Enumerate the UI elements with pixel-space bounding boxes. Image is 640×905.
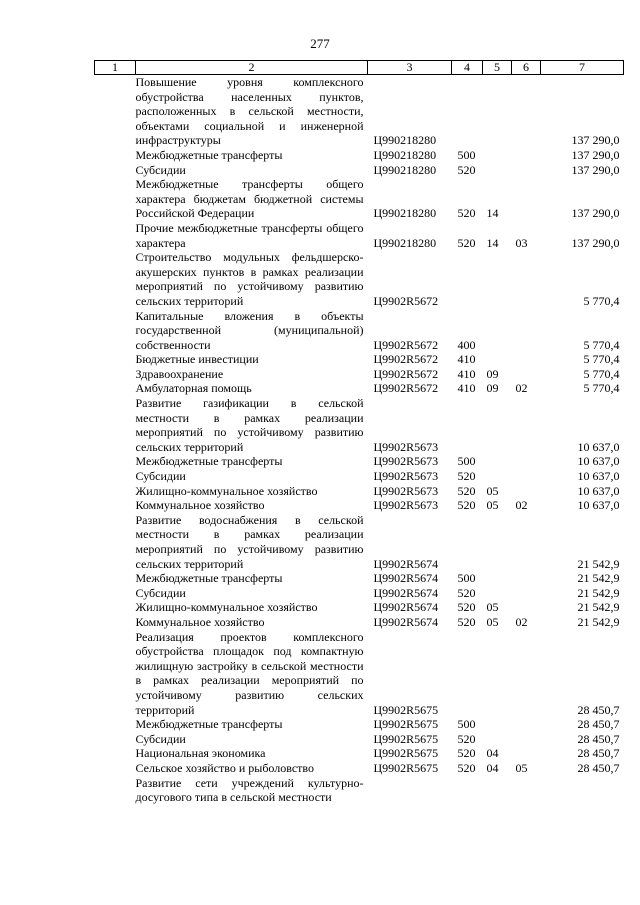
cell-name: Субсидии (135, 585, 186, 600)
page-number: 277 (310, 36, 330, 51)
cell-empty (95, 513, 136, 571)
cell-section (483, 586, 512, 601)
cell-subsection (512, 367, 541, 382)
cell-empty (95, 367, 136, 382)
cell-expense-type: 400 (457, 337, 476, 352)
cell-amount: 21 542,9 (577, 585, 620, 600)
cell-section (483, 776, 512, 805)
cell-subsection (512, 75, 541, 148)
cell-name: Субсидии (135, 731, 186, 746)
cell-section (483, 396, 512, 454)
cell-section (483, 454, 512, 469)
header-col-7: 7 (541, 61, 624, 75)
cell-subsection (512, 630, 541, 718)
cell-name: Коммунальное хозяйство (135, 498, 265, 513)
cell-subsection (512, 148, 541, 163)
cell-target-code: Ц9902R5675 (373, 746, 439, 761)
table-row (95, 776, 624, 805)
cell-target-code: Ц9902R5675 (373, 702, 439, 717)
cell-name: Развитие газификации в сельской местности в рамках реализации мероприятий по устойчивому развитию сельских территорий (135, 396, 364, 454)
cell-subsection: 03 (515, 235, 528, 250)
cell-name: Жилищно-коммунальное хозяйство (135, 600, 318, 615)
table-row (95, 732, 624, 747)
cell-expense-type: 410 (457, 366, 476, 381)
cell-subsection (512, 513, 541, 571)
cell-expense-type: 500 (457, 454, 476, 469)
cell-amount: 21 542,9 (577, 600, 620, 615)
cell-amount: 137 290,0 (571, 206, 620, 221)
table-row (95, 396, 624, 454)
cell-target-code: Ц9902R5673 (373, 439, 439, 454)
cell-target-code: Ц990218280 (373, 147, 437, 162)
cell-amount: 5 770,4 (583, 381, 620, 396)
table-row (95, 615, 624, 630)
cell-target-code: Ц9902R5672 (373, 293, 439, 308)
cell-subsection (512, 396, 541, 454)
cell-name: Капитальные вложения в объекты государственной (муниципальной) собственности (135, 308, 364, 352)
cell-empty (95, 498, 136, 513)
cell-subsection (512, 250, 541, 308)
cell-name: Реализация проектов комплексного обустройства площадок под компактную жилищную застройку в сельской местности в рамках реализации мероприятий по устойчивому развитию сельских территорий (135, 629, 364, 717)
table-row (95, 163, 624, 178)
cell-amount: 137 290,0 (571, 235, 620, 250)
cell-subsection (512, 571, 541, 586)
cell-name: Жилищно-коммунальное хозяйство (135, 483, 318, 498)
table-row (95, 469, 624, 484)
cell-subsection (512, 469, 541, 484)
cell-target-code: Ц9902R5674 (373, 556, 439, 571)
cell-name: Межбюджетные трансферты общего характера бюджетам бюджетной системы Российской Федерации (135, 177, 364, 221)
cell-expense-type (452, 513, 483, 571)
cell-name: Коммунальное хозяйство (135, 614, 265, 629)
cell-name: Повышение уровня комплексного обустройства населенных пунктов, расположенных в сельской местности, объектами социальной и инженерной инфраструктуры (135, 75, 364, 148)
cell-empty (95, 630, 136, 718)
cell-section (483, 717, 512, 732)
cell-expense-type: 520 (457, 746, 476, 761)
cell-empty (95, 250, 136, 308)
cell-target-code: Ц9902R5672 (373, 366, 439, 381)
cell-name: Здравоохранение (135, 366, 224, 381)
cell-expense-type: 520 (457, 731, 476, 746)
cell-subsection (512, 163, 541, 178)
cell-target-code: Ц9902R5674 (373, 585, 439, 600)
cell-subsection (512, 352, 541, 367)
cell-name: Бюджетные инвестиции (135, 352, 259, 367)
cell-empty (95, 454, 136, 469)
cell-expense-type: 410 (457, 381, 476, 396)
table-header-row (95, 61, 624, 75)
header-col-4: 4 (452, 61, 483, 75)
cell-section (483, 163, 512, 178)
table-row (95, 148, 624, 163)
cell-target-code: Ц9902R5672 (373, 352, 439, 367)
cell-name: Субсидии (135, 469, 186, 484)
cell-amount: 10 637,0 (577, 454, 620, 469)
cell-expense-type: 520 (457, 206, 476, 221)
cell-subsection: 02 (515, 381, 528, 396)
cell-section: 04 (486, 760, 499, 775)
cell-amount: 5 770,4 (583, 337, 620, 352)
cell-amount: 5 770,4 (583, 293, 620, 308)
cell-amount: 28 450,7 (577, 760, 620, 775)
table-row (95, 250, 624, 308)
cell-empty (95, 600, 136, 615)
table-row (95, 309, 624, 353)
header-col-5: 5 (483, 61, 512, 75)
cell-expense-type (452, 396, 483, 454)
cell-amount: 28 450,7 (577, 746, 620, 761)
cell-section (483, 352, 512, 367)
cell-expense-type: 520 (457, 162, 476, 177)
cell-amount: 5 770,4 (583, 352, 620, 367)
cell-expense-type: 520 (457, 760, 476, 775)
cell-name: Прочие межбюджетные трансферты общего характера (135, 220, 364, 250)
cell-empty (95, 717, 136, 732)
cell-section: 05 (486, 614, 499, 629)
table-row (95, 513, 624, 571)
cell-empty (95, 761, 136, 776)
cell-target-code: Ц9902R5673 (373, 454, 439, 469)
table-row (95, 75, 624, 148)
header-col-3: 3 (368, 61, 452, 75)
cell-section: 14 (486, 235, 499, 250)
cell-subsection (512, 732, 541, 747)
table-row (95, 352, 624, 367)
cell-name: Межбюджетные трансферты (135, 571, 283, 586)
table-row (95, 221, 624, 250)
cell-amount: 5 770,4 (583, 366, 620, 381)
cell-section (483, 469, 512, 484)
budget-table (94, 60, 624, 805)
header-col-6: 6 (512, 61, 541, 75)
cell-target-code: Ц9902R5672 (373, 381, 439, 396)
cell-amount (541, 776, 624, 805)
cell-empty (95, 75, 136, 148)
cell-expense-type: 500 (457, 717, 476, 732)
cell-expense-type: 520 (457, 483, 476, 498)
cell-section: 05 (486, 600, 499, 615)
cell-target-code: Ц9902R5674 (373, 600, 439, 615)
cell-target-code: Ц9902R5674 (373, 614, 439, 629)
cell-target-code: Ц990218280 (373, 235, 437, 250)
cell-target-code: Ц9902R5675 (373, 760, 439, 775)
cell-amount: 21 542,9 (577, 571, 620, 586)
cell-section (483, 148, 512, 163)
cell-amount: 10 637,0 (577, 483, 620, 498)
cell-expense-type (452, 250, 483, 308)
cell-amount: 137 290,0 (571, 147, 620, 162)
cell-section (483, 250, 512, 308)
cell-target-code: Ц9902R5673 (373, 469, 439, 484)
table-row (95, 381, 624, 396)
cell-expense-type: 500 (457, 147, 476, 162)
cell-subsection (512, 484, 541, 499)
cell-target-code: Ц9902R5675 (373, 731, 439, 746)
cell-section (483, 630, 512, 718)
cell-target-code: Ц9902R5674 (373, 571, 439, 586)
cell-name: Строительство модульных фельдшерско-акушерских пунктов в рамках реализации мероприятий по устойчивому развитию сельских территорий (135, 250, 364, 308)
cell-amount: 21 542,9 (577, 614, 620, 629)
cell-amount: 137 290,0 (571, 133, 620, 148)
cell-empty (95, 746, 136, 761)
cell-name: Межбюджетные трансферты (135, 454, 283, 469)
cell-expense-type: 520 (457, 235, 476, 250)
cell-subsection (512, 717, 541, 732)
cell-subsection (512, 586, 541, 601)
cell-subsection (512, 309, 541, 353)
cell-empty (95, 352, 136, 367)
header-col-1: 1 (95, 61, 136, 75)
cell-amount: 21 542,9 (577, 556, 620, 571)
cell-name: Развитие сети учреждений культурно-досугового типа в сельской местности (135, 775, 364, 805)
cell-section: 14 (486, 206, 499, 221)
cell-empty (95, 469, 136, 484)
cell-empty (95, 163, 136, 178)
cell-target-code: Ц990218280 (373, 162, 437, 177)
table-row (95, 484, 624, 499)
cell-empty (95, 309, 136, 353)
cell-expense-type (452, 75, 483, 148)
cell-empty (95, 484, 136, 499)
cell-empty (95, 177, 136, 221)
cell-empty (95, 732, 136, 747)
table-row (95, 571, 624, 586)
cell-empty (95, 776, 136, 805)
cell-amount: 28 450,7 (577, 702, 620, 717)
cell-section (483, 571, 512, 586)
cell-section (483, 732, 512, 747)
table-row (95, 586, 624, 601)
table-row (95, 600, 624, 615)
cell-expense-type: 410 (457, 352, 476, 367)
cell-amount: 10 637,0 (577, 498, 620, 513)
cell-section (483, 309, 512, 353)
cell-empty (95, 571, 136, 586)
cell-empty (95, 221, 136, 250)
cell-section (483, 513, 512, 571)
cell-section: 09 (486, 381, 499, 396)
cell-target-code: Ц9902R5672 (373, 337, 439, 352)
cell-subsection (512, 454, 541, 469)
cell-subsection (512, 776, 541, 805)
cell-subsection: 02 (515, 614, 528, 629)
cell-amount: 10 637,0 (577, 439, 620, 454)
table-row (95, 630, 624, 718)
cell-expense-type: 520 (457, 498, 476, 513)
table-row (95, 746, 624, 761)
cell-target-code (368, 776, 452, 805)
cell-empty (95, 148, 136, 163)
cell-empty (95, 381, 136, 396)
cell-target-code: Ц9902R5675 (373, 717, 439, 732)
cell-section: 05 (486, 483, 499, 498)
cell-section: 04 (486, 746, 499, 761)
cell-amount: 28 450,7 (577, 717, 620, 732)
cell-target-code: Ц9902R5673 (373, 498, 439, 513)
cell-section (483, 75, 512, 148)
cell-target-code: Ц990218280 (373, 133, 437, 148)
cell-name: Развитие водоснабжения в сельской местности в рамках реализации мероприятий по устойчивому развитию сельских территорий (135, 512, 364, 571)
cell-amount: 137 290,0 (571, 162, 620, 177)
cell-subsection: 05 (515, 760, 528, 775)
cell-expense-type: 520 (457, 600, 476, 615)
cell-expense-type: 500 (457, 571, 476, 586)
table-row (95, 454, 624, 469)
table-row (95, 367, 624, 382)
cell-name: Межбюджетные трансферты (135, 147, 283, 162)
cell-expense-type: 520 (457, 614, 476, 629)
cell-empty (95, 615, 136, 630)
cell-section: 05 (486, 498, 499, 513)
cell-name: Сельское хозяйство и рыболовство (135, 760, 315, 775)
cell-amount: 10 637,0 (577, 469, 620, 484)
table-row (95, 177, 624, 221)
cell-name: Национальная экономика (135, 746, 266, 761)
table-row (95, 761, 624, 776)
table-row (95, 498, 624, 513)
header-col-2: 2 (136, 61, 368, 75)
cell-subsection (512, 746, 541, 761)
cell-empty (95, 396, 136, 454)
cell-target-code: Ц990218280 (373, 206, 437, 221)
cell-name: Амбулаторная помощь (135, 381, 252, 396)
cell-expense-type (452, 630, 483, 718)
cell-subsection (512, 600, 541, 615)
table-row (95, 717, 624, 732)
cell-expense-type: 520 (457, 469, 476, 484)
cell-name: Субсидии (135, 162, 186, 177)
cell-expense-type: 520 (457, 585, 476, 600)
cell-subsection (512, 177, 541, 221)
cell-subsection: 02 (515, 498, 528, 513)
cell-empty (95, 586, 136, 601)
cell-section: 09 (486, 366, 499, 381)
cell-name: Межбюджетные трансферты (135, 717, 283, 732)
cell-expense-type (452, 776, 483, 805)
cell-amount: 28 450,7 (577, 731, 620, 746)
cell-target-code: Ц9902R5673 (373, 483, 439, 498)
